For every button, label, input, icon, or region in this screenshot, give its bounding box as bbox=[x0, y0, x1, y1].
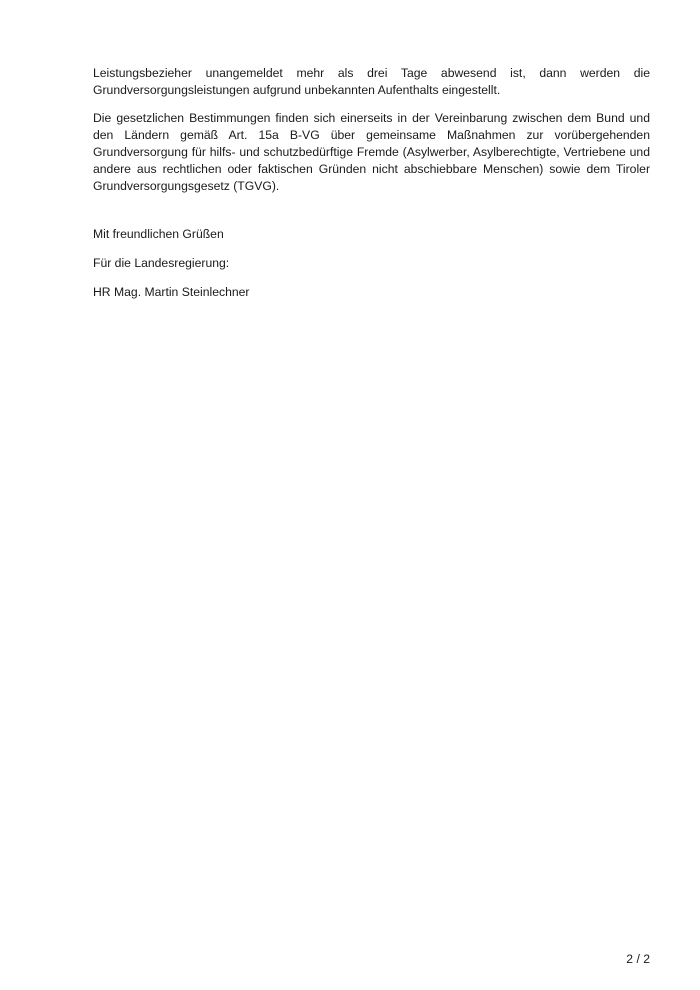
closing-authority: Für die Landesregierung: bbox=[93, 256, 230, 270]
letter-body bbox=[93, 65, 650, 313]
paragraph-legal-basis: Die gesetzlichen Bestimmungen finden sich einerseits in der Vereinbarung zwischen dem Bund und den Ländern gemäß Art. 15a B-VG über gemeinsame Maßnahmen zur vorübergehenden Grundversorgung für hilfs- und schutzbedürftige Fremde (Asylwerber, Asylberechtigte, Vertriebene und andere aus rechtlichen oder faktischen Gründen nicht abschiebbare Menschen) sowie dem Tiroler Grundversorgungsgesetz (TGVG). bbox=[93, 111, 650, 193]
closing-greeting: Mit freundlichen Grüßen bbox=[93, 227, 224, 241]
paragraph-absence-rule: Leistungsbezieher unangemeldet mehr als drei Tage abwesend ist, dann werden die Grundversorgungsleistungen aufgrund unbekannten Aufenthalts eingestellt. bbox=[93, 66, 650, 97]
closing-spacer bbox=[93, 206, 650, 226]
page-number: 2 / 2 bbox=[626, 952, 650, 966]
closing-block bbox=[93, 226, 650, 301]
closing-signatory: HR Mag. Martin Steinlechner bbox=[93, 285, 250, 299]
